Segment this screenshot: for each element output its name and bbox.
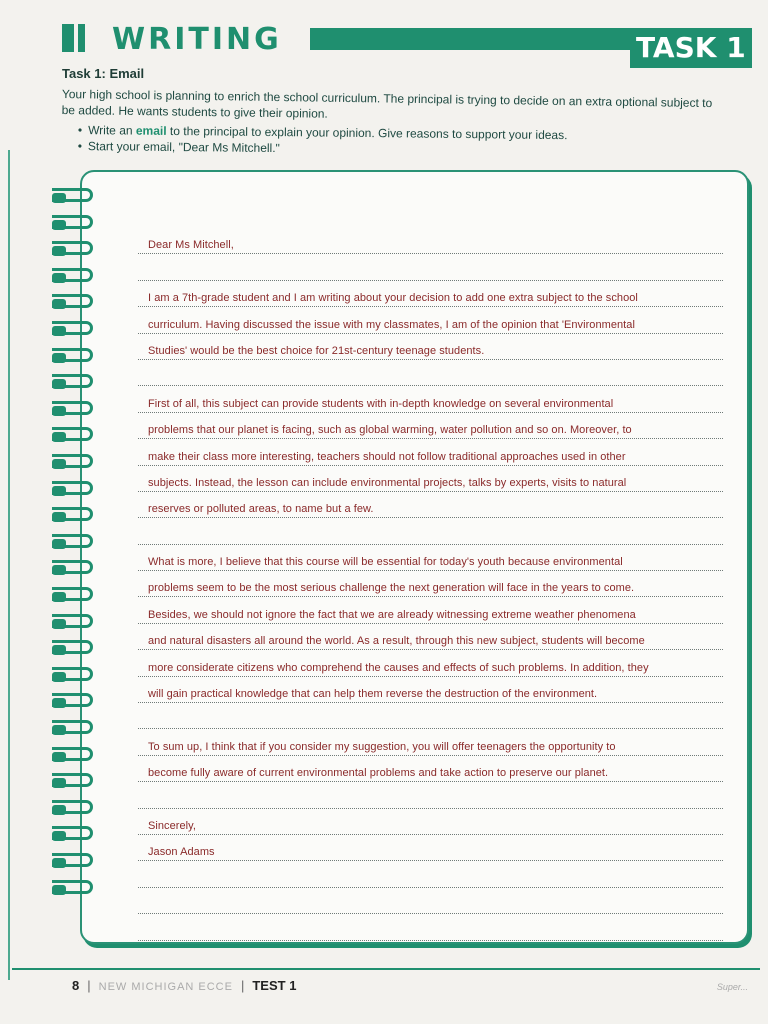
spiral-ring-icon [52,268,98,286]
margin-rule [8,150,10,980]
letter-line-text: subjects. Instead, the lesson can include environmental projects, talks by experts, visits to natural [148,476,627,489]
letter-line-text: To sum up, I think that if you consider my suggestion, you will offer teenagers the opportunity to [148,740,616,753]
page-footer: 8 | NEW MICHIGAN ECCE | TEST 1 [72,978,297,993]
page-number: 8 [72,978,80,993]
letter-line-text: Studies' would be the best choice for 21st-century teenage students. [148,344,485,357]
letter-line-text: I am a 7th-grade student and I am writing about your decision to add one extra subject to the school [148,292,638,305]
letter-line [138,518,723,544]
spiral-ring-icon [52,773,98,791]
spiral-ring-icon [52,853,98,871]
letter-line-text: First of all, this subject can provide students with in-depth knowledge on several environmental [148,397,614,410]
letter-line [138,228,723,254]
letter-line-text: problems that our planet is facing, such as global warming, water pollution and so on. Moreover, to [148,424,632,437]
test-label: TEST 1 [252,978,297,993]
letter-line [138,334,723,360]
spiral-ring-icon [52,454,98,472]
letter-line [138,677,723,703]
letter-line [138,360,723,386]
spiral-ring-icon [52,720,98,738]
task-tag [630,28,752,68]
letter-line-text: Jason Adams [148,846,215,859]
letter-line-text: Dear Ms Mitchell, [148,239,234,252]
spiral-ring-icon [52,401,98,419]
letter-line [138,413,723,439]
task-tag-label: TASK 1 [636,31,746,64]
section-title: WRITING [112,22,282,57]
letter-line [138,809,723,835]
header-bars-icon [62,24,89,57]
section-header [62,22,752,62]
letter-line-text: become fully aware of current environmental problems and take action to preserve our planet. [148,767,609,780]
letter-line-text: Sincerely, [148,819,196,832]
spiral-ring-icon [52,348,98,366]
instruction-2: • Start your email, "Dear Ms Mitchell." [78,138,698,160]
letter-line [138,597,723,623]
letter-line [138,914,723,940]
spiral-ring-icon [52,826,98,844]
letter-line-text: What is more, I believe that this course will be essential for today's youth because environmental [148,556,623,569]
letter-line [138,492,723,518]
spiral-ring-icon [52,667,98,685]
spiral-binding [52,188,102,918]
letter-line [138,756,723,782]
letter-line [138,386,723,412]
spiral-ring-icon [52,800,98,818]
spiral-ring-icon [52,481,98,499]
letter-line [138,729,723,755]
letter-line-text: will gain practical knowledge that can help them reverse the destruction of the environment. [148,688,598,701]
spiral-ring-icon [52,215,98,233]
letter-line [138,650,723,676]
letter-line [138,888,723,914]
task-instructions [78,122,698,160]
spiral-ring-icon [52,241,98,259]
letter-line-text: problems seem to be the most serious challenge the next generation will face in the years to come. [148,582,635,595]
letter-lines [138,228,723,941]
spiral-ring-icon [52,640,98,658]
spiral-ring-icon [52,534,98,552]
spiral-ring-icon [52,587,98,605]
task-prompt: Your high school is planning to enrich the school curriculum. The principal is trying to decide on an extra optional subject to be added. He wants students to give their opinion. [61,86,713,121]
spiral-ring-icon [52,507,98,525]
book-title: NEW MICHIGAN ECCE [98,981,233,993]
letter-line [138,835,723,861]
spiral-ring-icon [52,374,98,392]
letter-line-text: make their class more interesting, teachers should not follow traditional approaches used in other [148,450,626,463]
letter-line-text: more considerate citizens who comprehend the causes and effects of such problems. In addition, they [148,661,649,674]
letter-line-text: reserves or polluted areas, to name but a few. [148,503,374,516]
spiral-ring-icon [52,880,98,898]
email-keyword: email [135,123,167,138]
instruction-1: • Write an email to the principal to explain your opinion. Give reasons to support your ideas. [78,122,698,144]
spiral-ring-icon [52,321,98,339]
letter-line [138,466,723,492]
task-title: Task 1: Email [62,66,145,81]
letter-line [138,545,723,571]
publisher-mark: Super... [716,982,748,992]
letter-line [138,624,723,650]
letter-line [138,703,723,729]
spiral-ring-icon [52,294,98,312]
spiral-ring-icon [52,693,98,711]
letter-line [138,861,723,887]
letter-line [138,307,723,333]
spiral-ring-icon [52,560,98,578]
letter-line-text: Besides, we should not ignore the fact that we are already witnessing extreme weather phenomena [148,608,636,621]
letter-line [138,571,723,597]
letter-line-text: and natural disasters all around the world. As a result, through this new subject, students will become [148,635,645,648]
letter-line [138,254,723,280]
spiral-ring-icon [52,747,98,765]
letter-line [138,281,723,307]
footer-rule [12,968,760,970]
spiral-ring-icon [52,427,98,445]
letter-line [138,439,723,465]
letter-line-text: curriculum. Having discussed the issue with my classmates, I am of the opinion that 'Environmental [148,318,635,331]
spiral-ring-icon [52,188,98,206]
spiral-ring-icon [52,614,98,632]
letter-line [138,782,723,808]
